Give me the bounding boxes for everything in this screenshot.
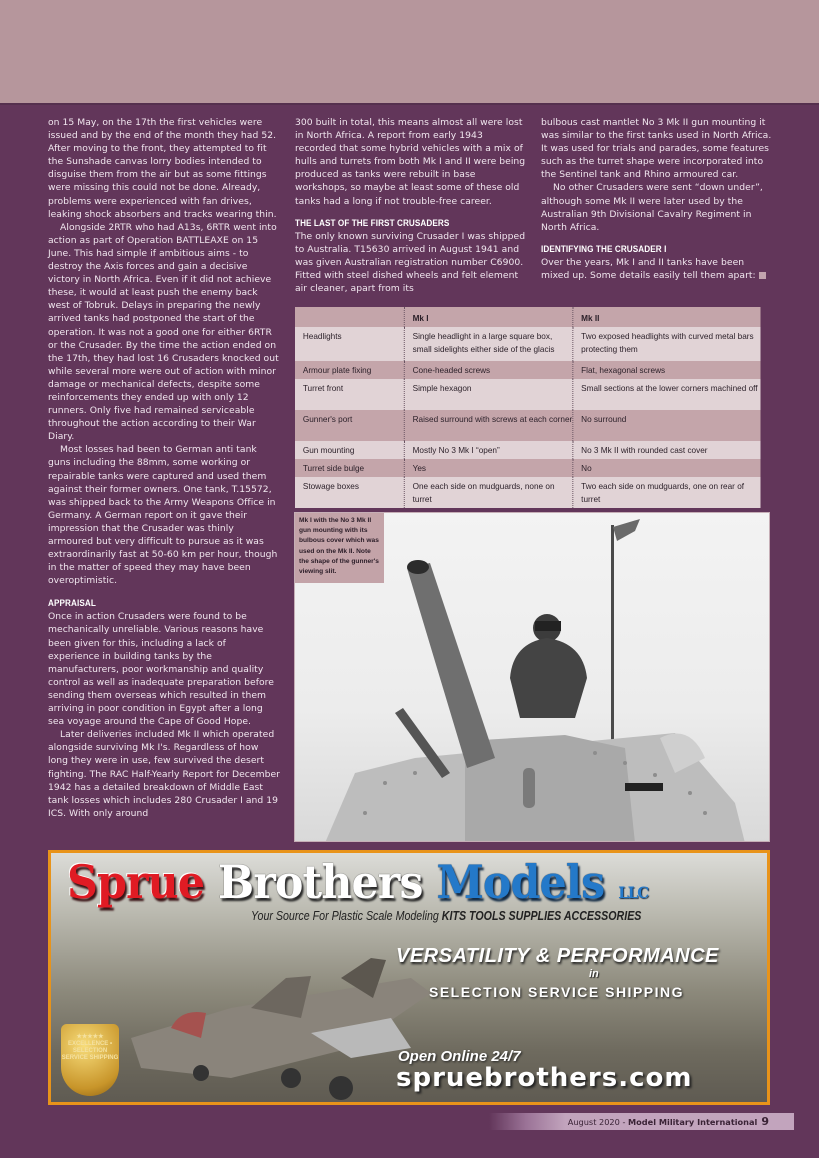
table-row bbox=[295, 410, 761, 441]
table-cell: Two each side on mudguards, one on rear of turret bbox=[572, 477, 760, 508]
table-cell: Two exposed headlights with curved metal bars protecting them bbox=[572, 327, 760, 361]
article-column-1 bbox=[48, 116, 280, 820]
table-cell: Small sections at the lower corners machined off bbox=[572, 379, 760, 410]
table-cell: No bbox=[572, 459, 760, 477]
table-cell: Raised surround with screws at each corner bbox=[404, 410, 573, 441]
ad-brand-title bbox=[67, 855, 648, 909]
paragraph: The only known surviving Crusader I was shipped to Australia. T15630 arrived in August 1941 and was given Australian registration number C6900. Fitted with steel dished wheels and felt element air cleaner, apart from its bbox=[295, 230, 526, 295]
ad-tagline-bold: KITS TOOLS SUPPLIES ACCESSORIES bbox=[441, 908, 642, 923]
table-cell: No 3 Mk II with rounded cast cover bbox=[572, 441, 760, 459]
section-heading-appraisal: APPRAISAL bbox=[48, 598, 96, 610]
spruebrothers-advertisement[interactable] bbox=[48, 850, 770, 1105]
table-row bbox=[295, 459, 761, 477]
table-cell: Simple hexagon bbox=[404, 379, 573, 410]
table-cell: Yes bbox=[404, 459, 573, 477]
table-cell: Cone-headed screws bbox=[404, 361, 573, 379]
footer-date: August 2020 - bbox=[567, 1117, 629, 1127]
paragraph: Alongside 2RTR who had A13s, 6RTR went into action as part of Operation BATTLEAXE on 15 June. This had simple if ambitious aims - to destroy the Axis forces and gain a decisive victory in North Africa. Even if it did not achieve these, it would at least push the enemy back west of Tobruk. Delays in preparing the newly arrived tanks had postponed the start of the operation. It was not a good one for either 6RTR or the Crusader. By the time the action ended on the 17th, they had lost 16 Crusaders knocked out while several more were out of action with minor damage or mechanical defects, despite some reinforcements they ended up with only 12 runners. Only five had remained serviceable throughout the action according to their War Diary. bbox=[48, 221, 279, 443]
photo-caption: Mk I with the No 3 Mk II gun mounting with its bulbous cover which was used on the Mk II. Note the shape of the gunner's viewing slit. bbox=[295, 513, 384, 583]
paragraph: Once in action Crusaders were found to be mechanically unreliable. Various reasons have been given for this, including a lack of experience in building tanks by the manufacturers, poor workmanship and quality control as well as inadequate preparation before sending them overseas which resulted in them arriving in poor condition in Egypt after a long sea voyage around the Cape of Good Hope. bbox=[48, 611, 274, 728]
table-cell: Turret front bbox=[302, 383, 344, 393]
paragraph: Later deliveries included Mk II which operated alongside surviving Mk I's. Regardless of how long they were in use, few survived the desert fighting. The RAC Half-Yearly Report for December 1942 has a detailed breakdown of Middle East tank losses which includes 280 Crusader I and 19 ICS. With only around bbox=[48, 729, 280, 819]
comparison-table bbox=[295, 307, 761, 508]
f35-jet-image bbox=[111, 938, 441, 1105]
ad-in-text: in bbox=[589, 968, 599, 980]
ad-open-online: Open Online 24/7 bbox=[398, 1048, 521, 1065]
article-column-3 bbox=[541, 116, 773, 282]
table-row bbox=[295, 327, 761, 361]
paragraph: 300 built in total, this means almost all were lost in North Africa. A report from early 1943 recorded that some hybrid vehicles with a mix of hulls and turrets from both Mk I and II were being produced as tanks were rebuilt in base workshops, so maybe at least some of these old tanks had a long if not trouble-free career. bbox=[295, 117, 526, 207]
section-heading-last-crusaders: THE LAST OF THE FIRST CRUSADERS bbox=[295, 217, 450, 229]
table-cell: Turret side bulge bbox=[302, 463, 365, 473]
table-cell: Headlights bbox=[302, 331, 342, 341]
ad-tagline bbox=[251, 908, 641, 923]
footer-publication: Model Military International bbox=[628, 1117, 758, 1127]
ad-brand-word-brothers: Brothers bbox=[217, 855, 423, 909]
header-rule bbox=[0, 103, 819, 105]
page-footer bbox=[568, 1114, 769, 1130]
table-cell: Flat, hexagonal screws bbox=[572, 361, 760, 379]
header-band bbox=[0, 0, 819, 103]
table-cell: No surround bbox=[572, 410, 760, 441]
table-header-row bbox=[295, 307, 761, 327]
paragraph bbox=[541, 256, 773, 282]
table-row bbox=[295, 361, 761, 379]
ad-brand-llc: LLC bbox=[618, 883, 649, 902]
ad-website-link[interactable]: spruebrothers.com bbox=[396, 1063, 693, 1093]
table-row bbox=[295, 477, 761, 508]
excellence-badge-icon: ★★★★★ EXCELLENCE • SELECTION SERVICE SHIPPING bbox=[61, 1024, 119, 1096]
ad-brand-word-models: Models bbox=[436, 855, 605, 909]
paragraph: Most losses had been to German anti tank guns including the 88mm, some working or repairable tanks were captured and used them against their former owners. One tank, T.15572, was shipped back to the Army Weapons Office in Germany. A German report on it gave their impression that the Crusader was thinly armoured but very difficult to pursue as it was extraordinarily fast at 50-60 km per hour, though in the matter of speed they may have been overoptimistic. bbox=[48, 444, 278, 587]
table-header-cell bbox=[295, 307, 404, 327]
table-cell: Gun mounting bbox=[302, 445, 355, 455]
table-row bbox=[295, 379, 761, 410]
ad-tagline-text: Your Source For Plastic Scale Modeling bbox=[251, 908, 439, 923]
ad-services: SELECTION SERVICE SHIPPING bbox=[429, 984, 685, 1000]
ad-brand-word-sprue: Sprue bbox=[67, 855, 205, 909]
end-of-article-icon bbox=[759, 272, 766, 279]
table-cell: Armour plate fixing bbox=[302, 365, 372, 375]
section-heading-identifying: IDENTIFYING THE CRUSADER I bbox=[541, 243, 667, 255]
paragraph: bulbous cast mantlet No 3 Mk II gun mounting it was similar to the first tanks used in North Africa. It was used for trials and parades, some features such as the turret shape were incorporated into the Sentinel tank and Rhino armoured car. bbox=[541, 117, 772, 181]
paragraph: on 15 May, on the 17th the first vehicles were issued and by the end of the month they had 52. After moving to the front, they attempted to fit the Sunshade canvas lorry bodies intended to disguise them from the air but as some fittings were missing this could not be done. Already, problems were experienced with fan drives, leaking shock absorbers and tracks wearing thin. bbox=[48, 117, 277, 220]
paragraph: No other Crusaders were sent “down under”, although some Mk II were later used by the Australian 9th Divisional Cavalry Regiment in North Africa. bbox=[541, 182, 763, 233]
table-row bbox=[295, 441, 761, 459]
ad-headline: VERSATILITY & PERFORMANCE bbox=[396, 945, 719, 967]
table-header-cell: Mk I bbox=[404, 307, 573, 327]
table-header-cell: Mk II bbox=[572, 307, 760, 327]
article-column-2 bbox=[295, 116, 527, 295]
table-cell: One each side on mudguards, none on turret bbox=[404, 477, 573, 508]
table-cell: Stowage boxes bbox=[302, 481, 359, 491]
page-number: 9 bbox=[761, 1115, 769, 1128]
paragraph-text: Over the years, Mk I and II tanks have been mixed up. Some details easily tell them apart: bbox=[541, 256, 756, 281]
table-cell: Single headlight in a large square box, small sidelights either side of the glacis bbox=[404, 327, 573, 361]
table-cell: Gunner's port bbox=[302, 414, 353, 424]
table-cell: Mostly No 3 Mk I “open” bbox=[404, 441, 573, 459]
